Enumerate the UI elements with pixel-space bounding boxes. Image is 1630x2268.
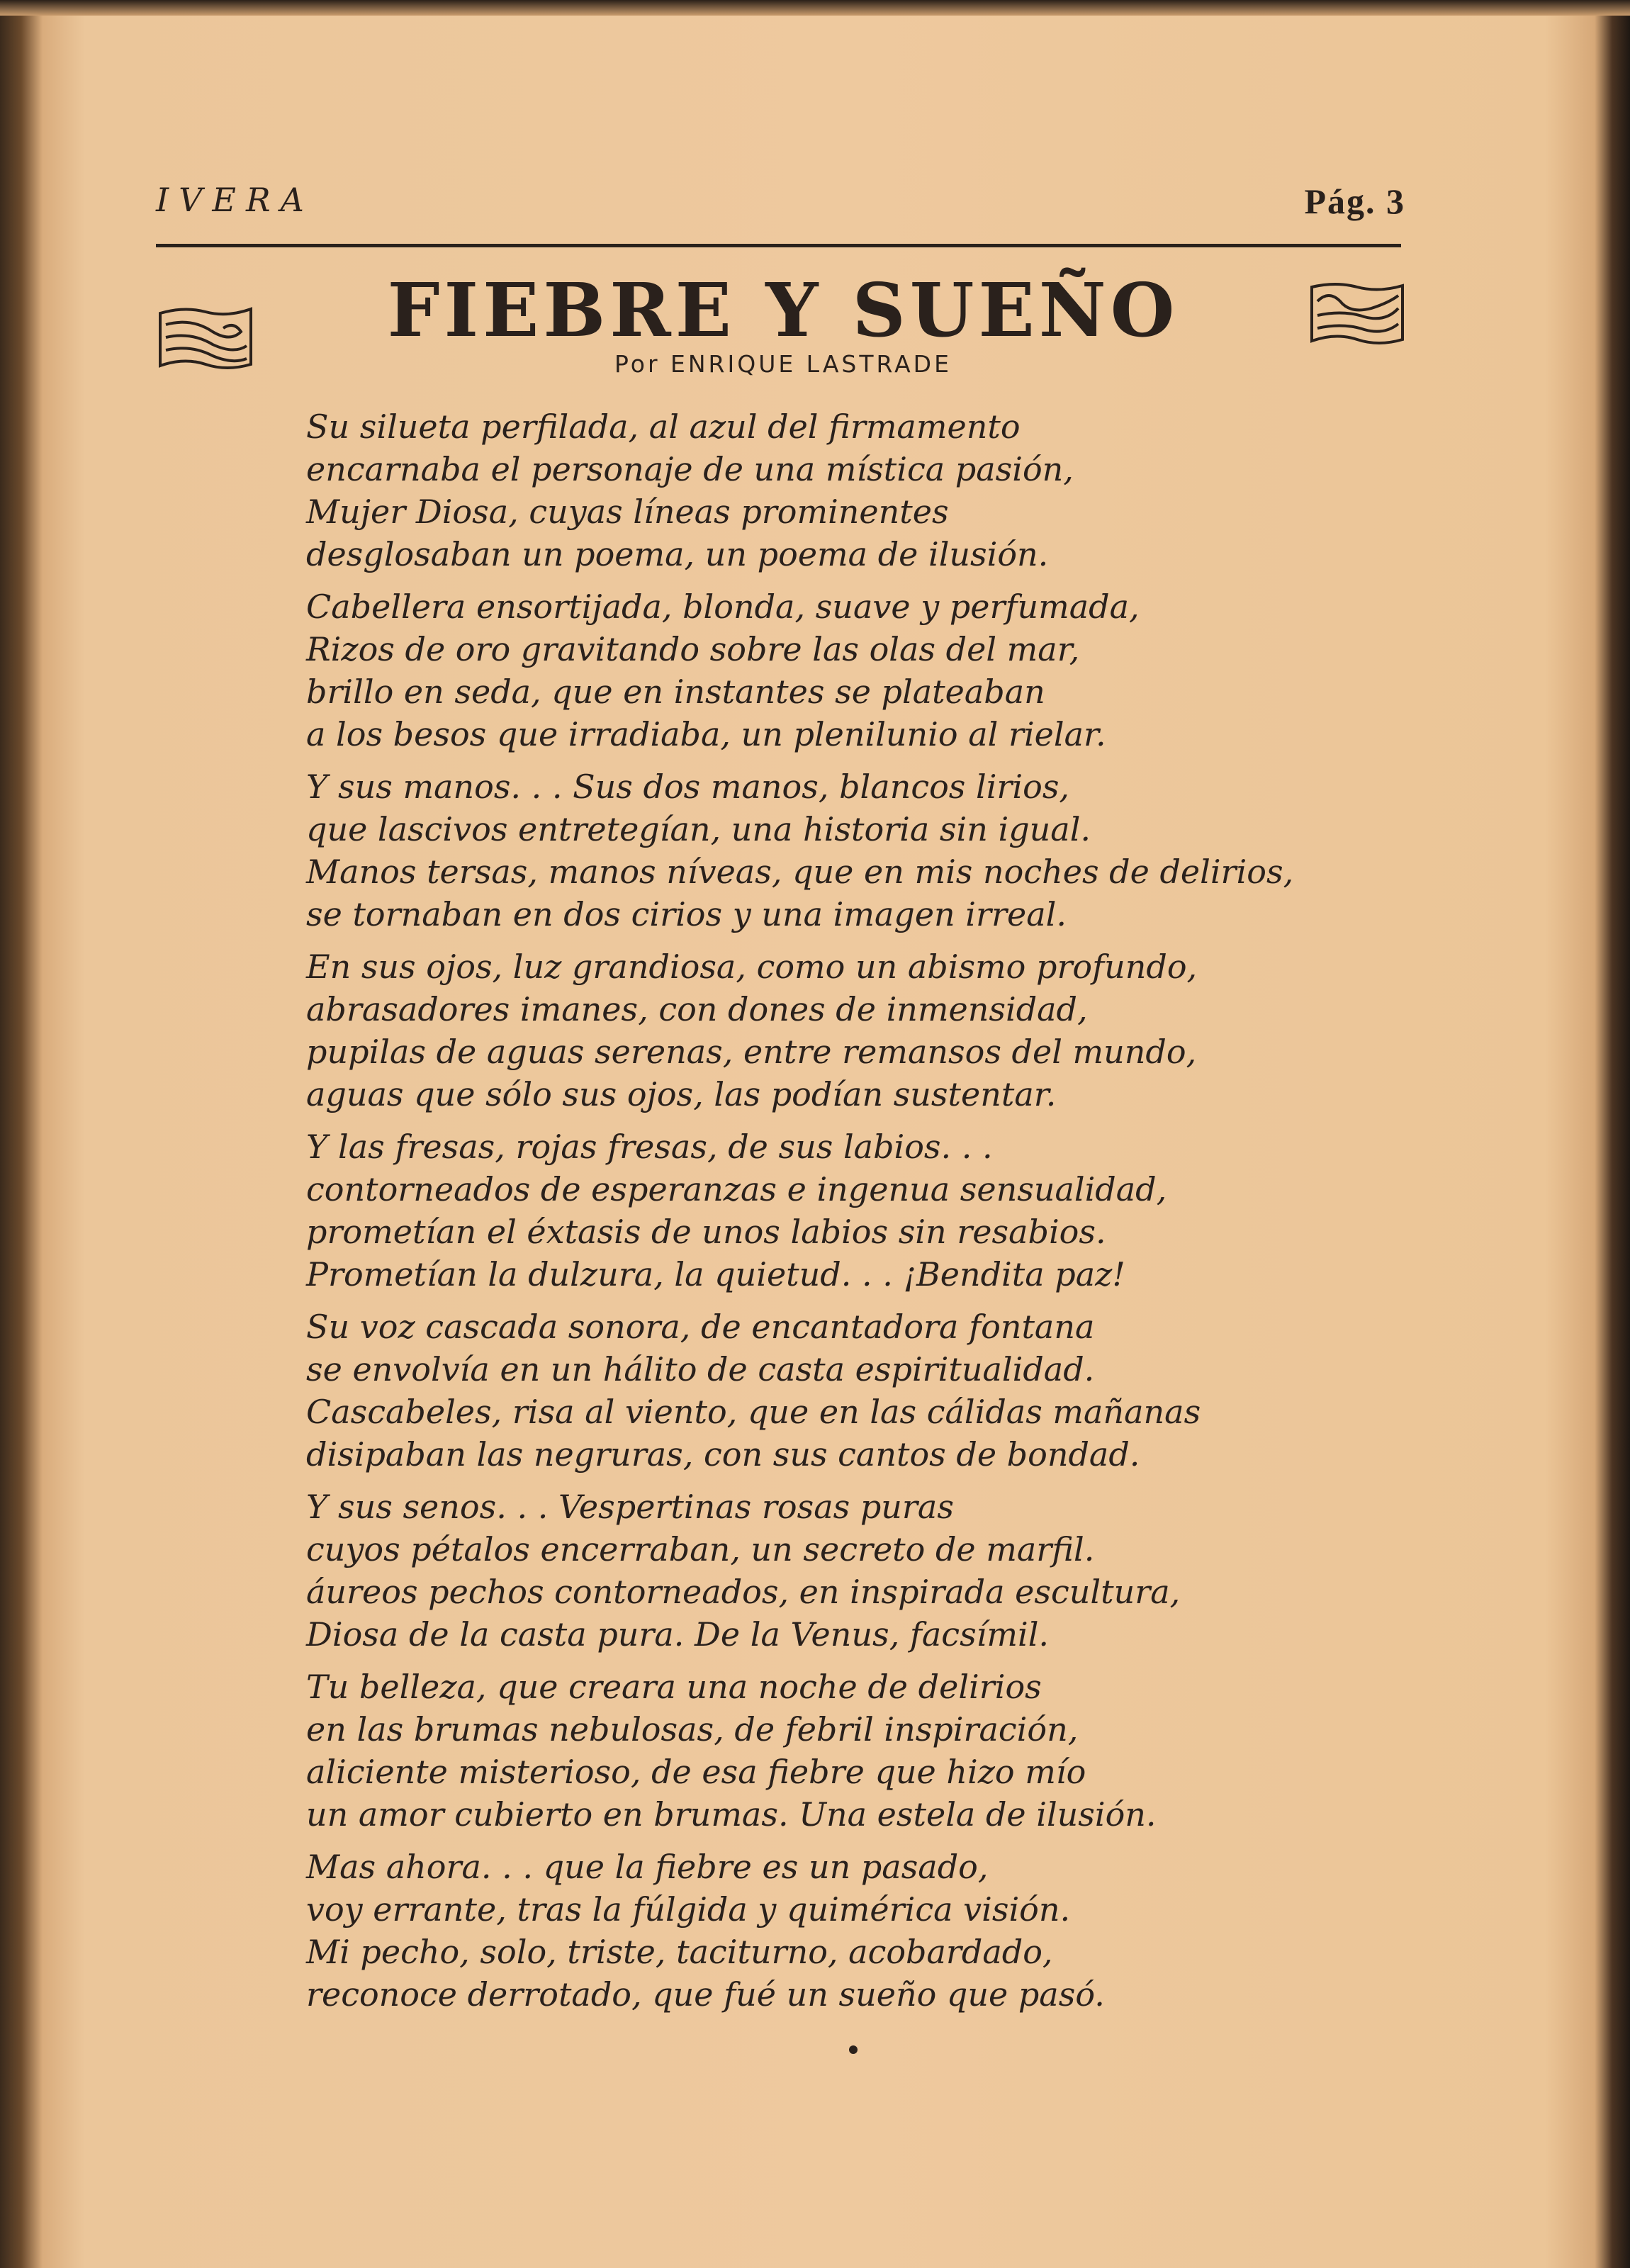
poem-line: áureos pechos contorneados, en inspirada escultura, xyxy=(306,1573,1181,1611)
poem-line: Mujer Diosa, cuyas líneas prominentes xyxy=(306,493,949,531)
page-number: Pág. 3 xyxy=(1304,181,1405,221)
poem-line: pupilas de aguas serenas, entre remansos del mundo, xyxy=(306,1033,1197,1071)
poem-line: Y las fresas, rojas fresas, de sus labios. . . xyxy=(306,1128,993,1166)
poem-line: disipaban las negruras, con sus cantos de bondad. xyxy=(306,1435,1140,1473)
end-mark xyxy=(849,2045,858,2054)
poem-line: Diosa de la casta pura. De la Venus, facsímil. xyxy=(306,1615,1050,1654)
poem-line: Su silueta perfilada, al azul del firmamento xyxy=(306,408,1021,446)
poem-line: a los besos que irradiaba, un plenilunio al rielar. xyxy=(306,715,1106,753)
poem-line: brillo en seda, que en instantes se plateaban xyxy=(306,673,1045,711)
poem-line: se envolvía en un hálito de casta espiritualidad. xyxy=(306,1350,1095,1388)
poem-line: Cascabeles, risa al viento, que en las cálidas mañanas xyxy=(306,1393,1201,1431)
poem-line: un amor cubierto en brumas. Una estela de ilusión. xyxy=(306,1795,1157,1834)
stanza xyxy=(306,1666,1293,1836)
poem-line: aliciente misterioso, de esa fiebre que hizo mío xyxy=(306,1753,1086,1791)
poem-line: se tornaban en dos cirios y una imagen irreal. xyxy=(306,895,1067,933)
poem-line: voy errante, tras la fúlgida y quimérica visión. xyxy=(306,1890,1071,1929)
poem-line: Y sus manos. . . Sus dos manos, blancos lirios, xyxy=(306,768,1070,806)
poem-line: Y sus senos. . . Vespertinas rosas puras xyxy=(306,1488,954,1526)
stanza xyxy=(306,1846,1293,2016)
header-rule xyxy=(156,244,1401,247)
wave-ornament-icon xyxy=(1308,280,1407,347)
poem-line: Tu belleza, que creara una noche de delirios xyxy=(306,1668,1042,1706)
stanza xyxy=(306,405,1293,576)
poem-line: Mas ahora. . . que la fiebre es un pasado, xyxy=(306,1848,989,1886)
poem-line: Su voz cascada sonora, de encantadora fontana xyxy=(306,1308,1095,1346)
stanza xyxy=(306,945,1293,1116)
poem-line: En sus ojos, luz grandiosa, como un abismo profundo, xyxy=(306,948,1198,986)
stanza xyxy=(306,585,1293,756)
poem-line: contorneados de esperanzas e ingenua sensualidad, xyxy=(306,1170,1167,1208)
stanza xyxy=(306,765,1293,936)
poem-line: Rizos de oro gravitando sobre las olas del mar, xyxy=(306,630,1080,668)
stanza xyxy=(306,1486,1293,1656)
page-edge xyxy=(0,0,1630,16)
poem-line: Mi pecho, solo, triste, taciturno, acobardado, xyxy=(306,1933,1053,1971)
poem-line: aguas que sólo sus ojos, las podían sustentar. xyxy=(306,1075,1057,1113)
poem-line: Cabellera ensortijada, blonda, suave y perfumada, xyxy=(306,588,1140,626)
poem-line: prometían el éxtasis de unos labios sin resabios. xyxy=(306,1213,1106,1251)
poem-line: reconoce derrotado, que fué un sueño que pasó. xyxy=(306,1975,1105,2014)
poem-line: encarnaba el personaje de una mística pasión, xyxy=(306,450,1074,488)
stanza xyxy=(306,1306,1293,1476)
stanza xyxy=(306,1125,1293,1296)
poem-line: Prometían la dulzura, la quietud. . . ¡Bendita paz! xyxy=(306,1255,1125,1293)
journal-name: IVERA xyxy=(156,181,314,219)
poem-line: que lascivos entretegían, una historia sin igual. xyxy=(306,810,1091,848)
poem-body xyxy=(306,405,1293,2026)
poem-line: cuyos pétalos encerraban, un secreto de marfil. xyxy=(306,1530,1095,1568)
poem-title: FIEBRE Y SUEÑO xyxy=(387,266,1179,354)
poem-line: Manos tersas, manos níveas, que en mis noches de delirios, xyxy=(306,853,1294,891)
poem-line: abrasadores imanes, con dones de inmensidad, xyxy=(306,990,1088,1028)
author-byline: Por ENRIQUE LASTRADE xyxy=(614,350,952,378)
poem-line: desglosaban un poema, un poema de ilusión. xyxy=(306,535,1049,573)
poem-line: en las brumas nebulosas, de febril inspiración, xyxy=(306,1710,1079,1748)
